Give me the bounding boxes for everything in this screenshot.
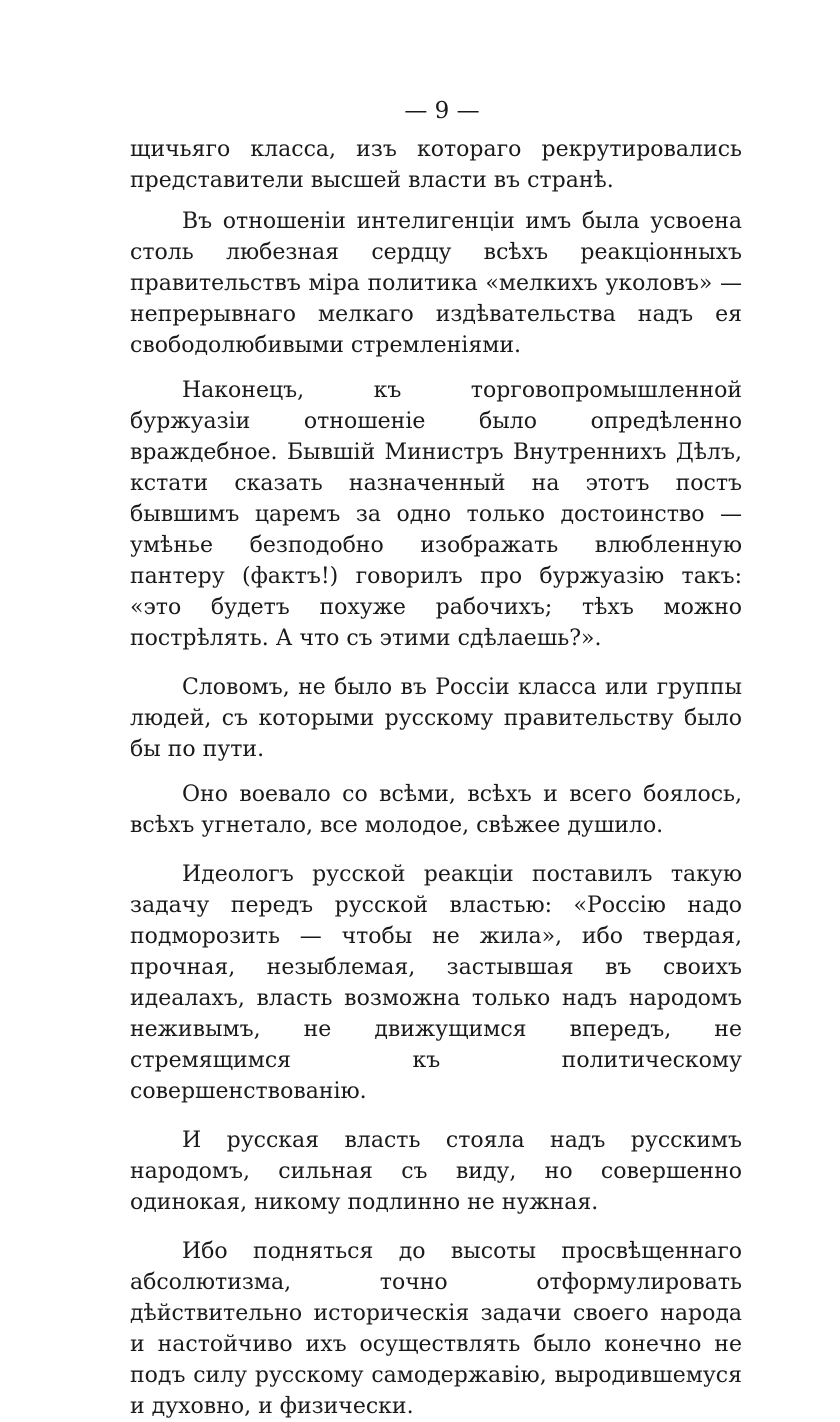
paragraph-5: Оно воевало со всѣми, всѣхъ и всего боялось, всѣхъ угнетало, все молодое, свѣжее душило.: [130, 782, 742, 838]
page-number: — 9 —: [404, 98, 480, 124]
paragraph-6: Идеологъ русской реакціи поставилъ такую задачу передъ русской властью: «Россію надо подморозить — чтобы не жила», ибо твердая, прочная, незыблемая, застывшая въ своихъ идеалахъ, власть возможна только надъ народомъ неживымъ, не движущимся впередъ, не стремящимся къ политическому совершенствованію.: [130, 862, 742, 1104]
book-page: [130, 96, 742, 1422]
paragraph-3: Наконецъ, къ торговопромышленной буржуазіи отношеніе было опредѣленно враждебное. Бывшій Министръ Внутреннихъ Дѣлъ, кстати сказать назначенный на этотъ постъ бывшимъ царемъ за одно только достоинство — умѣнье безподобно изображать влюбленную пантеру (фактъ!) говорилъ про буржуазію такъ: «это будетъ похуже рабочихъ; тѣхъ можно пострѣлять. А что съ этими сдѣлаешь?».: [130, 378, 742, 651]
paragraph-1-continuation: щичьяго класса, изъ котораго рекрутировались представители высшей власти въ странѣ.: [130, 137, 742, 193]
paragraph-7: И русская власть стояла надъ русскимъ народомъ, сильная съ виду, но совершенно одинокая, никому подлинно не нужная.: [130, 1128, 742, 1215]
paragraph-4: Словомъ, не было въ Россіи класса или группы людей, съ которыми русскому правительству было бы по пути.: [130, 675, 742, 762]
paragraph-2: Въ отношеніи интелигенціи имъ была усвоена столь любезная сердцу всѣхъ реакціонныхъ правительствъ міра политика «мелкихъ уколовъ» — непрерывнаго мелкаго издѣвательства надъ ея свободолюбивыми стремленіями.: [130, 209, 742, 358]
paragraph-8: Ибо подняться до высоты просвѣщеннаго абсолютизма, точно отформулировать дѣйствительно историческія задачи своего народа и настойчиво ихъ осуществлять было конечно не подъ силу русскому самодержавію, выродившемуся и духовно, и физически.: [130, 1239, 742, 1419]
